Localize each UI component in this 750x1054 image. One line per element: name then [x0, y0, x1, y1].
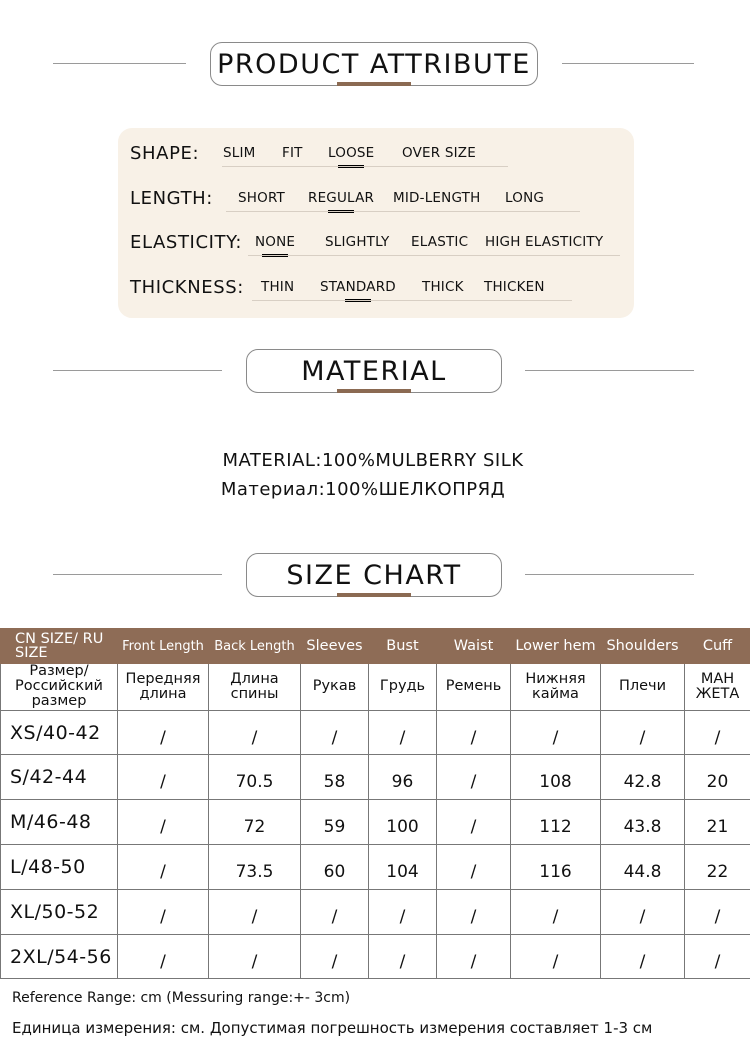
title-accent-bar [337, 593, 411, 597]
size-label-cell: M/46-48 [1, 800, 118, 845]
size-label-cell: S/42-44 [1, 755, 118, 800]
cell-value: / [470, 906, 477, 927]
divider-left [53, 574, 222, 575]
size-label-cell: XS/40-42 [1, 710, 118, 755]
attribute-option: OVER SIZE [402, 145, 476, 161]
cell-value: 100 [386, 817, 419, 838]
table-cell [685, 845, 750, 890]
cell-value: 96 [391, 772, 414, 793]
column-header: Shoulders [601, 629, 685, 664]
attribute-option-selected: NONE [255, 234, 295, 250]
table-row [1, 934, 750, 979]
table-cell [209, 934, 301, 979]
table-row [1, 710, 750, 755]
cell-value: / [470, 861, 477, 882]
section-header-size-chart [0, 553, 750, 601]
table-row [1, 845, 750, 890]
table-cell [511, 755, 601, 800]
reference-range-note: Reference Range: cm (Messuring range:+- 3cm) [12, 990, 351, 1006]
attribute-row-shape [130, 143, 630, 175]
attribute-option: THIN [261, 279, 295, 295]
divider-left [53, 63, 186, 64]
column-header: Lower hem [511, 629, 601, 664]
attribute-label: SHAPE: [130, 143, 200, 164]
attribute-option: FIT [282, 145, 303, 161]
table-cell [601, 845, 685, 890]
cell-value: / [470, 951, 477, 972]
table-cell [511, 889, 601, 934]
table-cell [511, 800, 601, 845]
table-row [1, 755, 750, 800]
cell-value: / [552, 906, 559, 927]
table-cell [437, 845, 511, 890]
cell-value: 104 [386, 861, 419, 882]
table-cell [437, 934, 511, 979]
table-cell [437, 710, 511, 755]
table-cell [511, 934, 601, 979]
cell-value: 108 [539, 772, 572, 793]
attribute-option: MID-LENGTH [393, 190, 481, 206]
cell-value: / [160, 817, 166, 838]
cell-value: / [714, 951, 721, 972]
cell-value: / [639, 951, 646, 972]
table-cell [437, 800, 511, 845]
column-header-ru: МАН ЖЕТА [685, 664, 750, 711]
column-header: Waist [437, 629, 511, 664]
cell-value: / [470, 727, 477, 748]
column-header: Back Length [209, 629, 301, 664]
section-header-attribute [0, 42, 750, 90]
cell-value: 42.8 [623, 772, 662, 793]
column-header-ru: Длина спины [209, 664, 301, 711]
table-cell [118, 800, 209, 845]
title-accent-bar [337, 389, 411, 393]
material-text-en: MATERIAL:100%MULBERRY SILK [222, 450, 524, 471]
attribute-option: ELASTIC [411, 234, 469, 250]
cell-value: / [714, 727, 721, 748]
cell-value: 60 [323, 861, 346, 882]
attribute-option-selected: LOOSE [328, 145, 374, 161]
cell-value: / [399, 906, 406, 927]
cell-value: 22 [706, 861, 729, 882]
attribute-option-selected: REGULAR [308, 190, 374, 206]
size-label-cell: L/48-50 [1, 845, 118, 890]
attribute-label: THICKNESS: [130, 277, 244, 298]
table-row [1, 800, 750, 845]
attribute-option: THICKEN [484, 279, 545, 295]
table-cell [209, 845, 301, 890]
column-header: CN SIZE/ RU SIZE [1, 629, 118, 664]
column-header: Bust [369, 629, 437, 664]
attribute-panel [118, 128, 634, 318]
table-cell [685, 889, 750, 934]
table-cell [118, 845, 209, 890]
size-chart-table [0, 628, 750, 979]
cell-value: / [639, 906, 646, 927]
column-header-ru: Передняя длина [118, 664, 209, 711]
cell-value: 116 [539, 861, 572, 882]
attribute-option: SLIM [223, 145, 256, 161]
table-cell [437, 755, 511, 800]
table-cell [209, 755, 301, 800]
attribute-row-elasticity [130, 232, 630, 264]
table-cell [685, 710, 750, 755]
table-cell [118, 889, 209, 934]
table-cell [369, 934, 437, 979]
table-cell [301, 755, 369, 800]
table-cell [369, 800, 437, 845]
reference-range-note-ru: Единица измерения: см. Допустимая погрешность измерения составляет 1-3 см [12, 1019, 653, 1037]
size-label-cell: XL/50-52 [1, 889, 118, 934]
row-baseline [226, 211, 580, 212]
divider-right [525, 370, 694, 371]
cell-value: / [331, 951, 338, 972]
attribute-label: ELASTICITY: [130, 232, 242, 253]
column-header-ru: Нижняя кайма [511, 664, 601, 711]
cell-value: / [160, 906, 166, 927]
column-header: Front Length [118, 629, 209, 664]
table-cell [118, 710, 209, 755]
divider-right [525, 574, 694, 575]
cell-value: / [639, 727, 646, 748]
row-baseline [252, 300, 572, 301]
table-cell [511, 710, 601, 755]
section-title-size-chart: SIZE CHART [246, 553, 502, 597]
column-header-ru: Размер/ Российский размер [1, 664, 118, 711]
table-cell [685, 755, 750, 800]
size-label-cell: 2XL/54-56 [1, 934, 118, 979]
divider-left [53, 370, 222, 371]
cell-value: / [160, 772, 166, 793]
cell-value: / [160, 951, 166, 972]
table-cell [118, 934, 209, 979]
table-cell [301, 710, 369, 755]
table-row [1, 889, 750, 934]
cell-value: 59 [323, 817, 346, 838]
table-cell [209, 710, 301, 755]
cell-value: / [399, 951, 406, 972]
cell-value: / [399, 727, 406, 748]
cell-value: / [470, 817, 477, 838]
table-cell [601, 755, 685, 800]
table-cell [369, 755, 437, 800]
table-cell [369, 845, 437, 890]
cell-value: 58 [323, 772, 346, 793]
table-cell [301, 934, 369, 979]
attribute-option: HIGH ELASTICITY [485, 234, 604, 250]
column-header-ru: Плечи [601, 664, 685, 711]
header-row-en [1, 629, 750, 664]
cell-value: 44.8 [623, 861, 662, 882]
table-cell [601, 934, 685, 979]
cell-value: / [714, 906, 721, 927]
attribute-option: SLIGHTLY [325, 234, 390, 250]
cell-value: 70.5 [235, 772, 274, 793]
row-baseline [222, 166, 508, 167]
column-header-ru: Грудь [369, 664, 437, 711]
divider-right [562, 63, 694, 64]
cell-value: 20 [706, 772, 729, 793]
cell-value: 72 [243, 817, 266, 838]
attribute-row-thickness [130, 277, 630, 309]
cell-value: / [331, 906, 338, 927]
table-cell [301, 800, 369, 845]
table-cell [601, 889, 685, 934]
attribute-row-length [130, 188, 630, 220]
table-cell [437, 889, 511, 934]
cell-value: 43.8 [623, 817, 662, 838]
cell-value: / [251, 906, 258, 927]
attribute-option-selected: STANDARD [320, 279, 396, 295]
cell-value: / [470, 772, 477, 793]
cell-value: / [331, 727, 338, 748]
cell-value: / [160, 861, 166, 882]
header-row-ru [1, 664, 750, 711]
table-cell [601, 710, 685, 755]
section-header-material [0, 349, 750, 397]
table-cell [369, 889, 437, 934]
table-cell [301, 889, 369, 934]
cell-value: / [251, 727, 258, 748]
table-cell [209, 889, 301, 934]
section-title-material: MATERIAL [246, 349, 502, 393]
table-cell [601, 800, 685, 845]
cell-value: / [251, 951, 258, 972]
attribute-label: LENGTH: [130, 188, 213, 209]
table-cell [209, 800, 301, 845]
column-header: Sleeves [301, 629, 369, 664]
table-cell [511, 845, 601, 890]
title-accent-bar [337, 82, 411, 86]
cell-value: 112 [539, 817, 572, 838]
table-cell [685, 934, 750, 979]
section-title-attribute: PRODUCT ATTRIBUTE [210, 42, 538, 86]
cell-value: 21 [706, 817, 729, 838]
table-cell [301, 845, 369, 890]
cell-value: / [552, 727, 559, 748]
row-baseline [248, 255, 620, 256]
cell-value: / [552, 951, 559, 972]
attribute-option: LONG [505, 190, 545, 206]
table-cell [118, 755, 209, 800]
attribute-option: THICK [422, 279, 464, 295]
table-cell [685, 800, 750, 845]
table-cell [369, 710, 437, 755]
cell-value: / [160, 727, 166, 748]
material-text-ru: Материал:100%ШЕЛКОПРЯД [220, 479, 506, 500]
column-header: Cuff [685, 629, 750, 664]
column-header-ru: Рукав [301, 664, 369, 711]
cell-value: 73.5 [235, 861, 274, 882]
attribute-option: SHORT [238, 190, 285, 206]
column-header-ru: Ремень [437, 664, 511, 711]
